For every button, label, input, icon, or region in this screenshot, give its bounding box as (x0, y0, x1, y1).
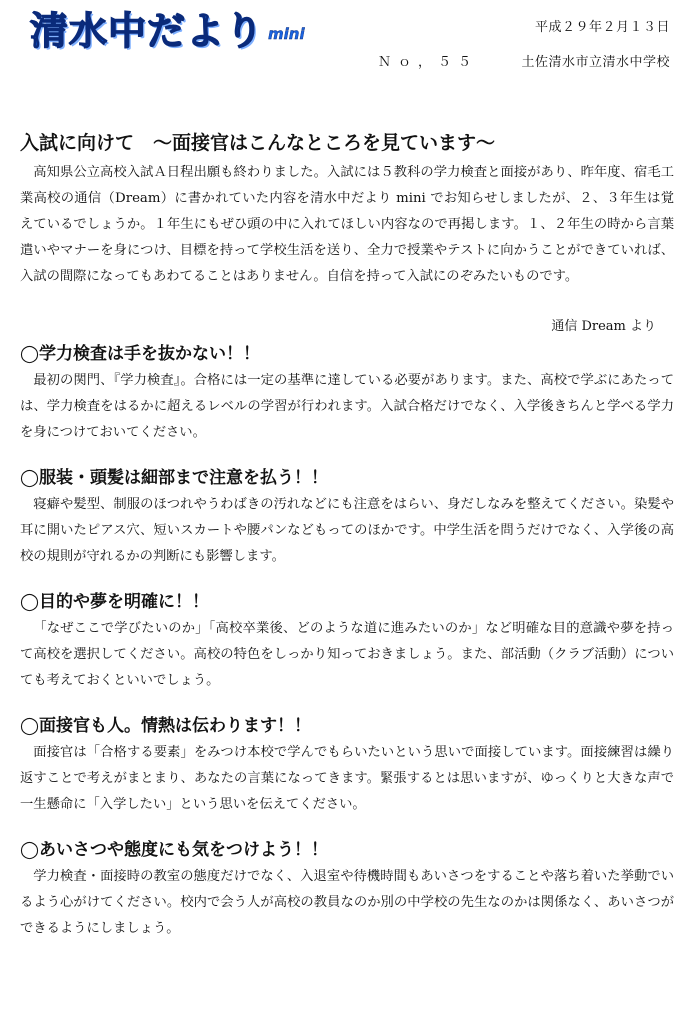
section-academic-test (20, 340, 674, 446)
article (20, 126, 674, 942)
masthead-mini-label: mini (268, 25, 305, 43)
school-name: 土佐清水市立清水中学校 (521, 55, 670, 70)
source-credit: 通信 Dream より (551, 319, 656, 334)
section-body: 面接官は「合格する要素」をみつけ本校で学んでもらいたいという思いで面接しています。面接練習は繰り返すことで考えがまとまり、あなたの言葉になってきます。緊張するとは思いますが、ゆっくりと大きな声で一生懸命に「入学したい」という思いを伝えてください。 (20, 745, 674, 812)
section-interviewer (20, 712, 674, 818)
section-heading: ◯服装・頭髪は細部まで注意を払う！！ (20, 468, 329, 488)
intro-paragraph: 高知県公立高校入試Ａ日程出願も終わりました。入試には５教科の学力検査と面接があり、昨年度、宿毛工業高校の通信（Dream）に書かれていた内容を清水中だより mini でお知らせしましたが、２、３年生は覚えているでしょうか。１年生にもぜひ頭の中に入れてほしい内容なので再掲します。１、２年生の時から言葉遣いやマナーを身につけ、目標を持って学校生活を送り、全力で授業やテストに向かうことができていれば、入試の間際になってもあわてることはありません。自信を持って入試にのぞみたいものです。 (20, 165, 674, 284)
article-headline: 入試に向けて ～面接官はこんなところを見ています～ (20, 132, 496, 154)
issue-date: 平成２９年２月１３日 (534, 20, 670, 35)
section-manners (20, 836, 674, 942)
section-heading: ◯学力検査は手を抜かない！！ (20, 344, 261, 364)
section-body: 最初の関門、『学力検査』。合格には一定の基準に達している必要があります。また、高校で学ぶにあたっては、学力検査をはるかに超えるレベルの学習が行われます。入試合格だけでなく、入学後きちんと学べる学力を身につけておいてください。 (20, 373, 674, 440)
section-body: 寝癖や髪型、制服のほつれやうわばきの汚れなどにも注意をはらい、身だしなみを整えてください。染髪や耳に開いたピアス穴、短いスカートや腰パンなどもってのほかです。中学生活を問うだけでなく、入学後の高校の規則が守れるかの判断にも影響します。 (20, 497, 674, 564)
masthead-title: 清水中だより (30, 9, 265, 53)
section-heading: ◯あいさつや態度にも気をつけよう！！ (20, 840, 329, 860)
section-heading: ◯面接官も人。情熱は伝わります！！ (20, 716, 312, 736)
masthead (30, 6, 330, 62)
section-appearance (20, 464, 674, 570)
section-body: 学力検査・面接時の教室の態度だけでなく、入退室や待機時間もあいさつをすることや落ち着いた挙動でいるよう心がけてください。校内で会う人が高校の教員なのか別の中学校の先生なのかは関係なく、あいさつができるようにしましょう。 (20, 869, 674, 936)
section-body: 「なぜここで学びたいのか」「高校卒業後、どのような道に進みたいのか」など明確な目的意識や夢を持って高校を選択してください。高校の特色をしっかり知っておきましょう。また、部活動（クラブ活動）についても考えておくといいでしょう。 (20, 621, 674, 688)
section-goals (20, 588, 674, 694)
section-heading: ◯目的や夢を明確に！！ (20, 592, 210, 612)
issue-number: Ｎｏ，５５ (378, 55, 479, 70)
